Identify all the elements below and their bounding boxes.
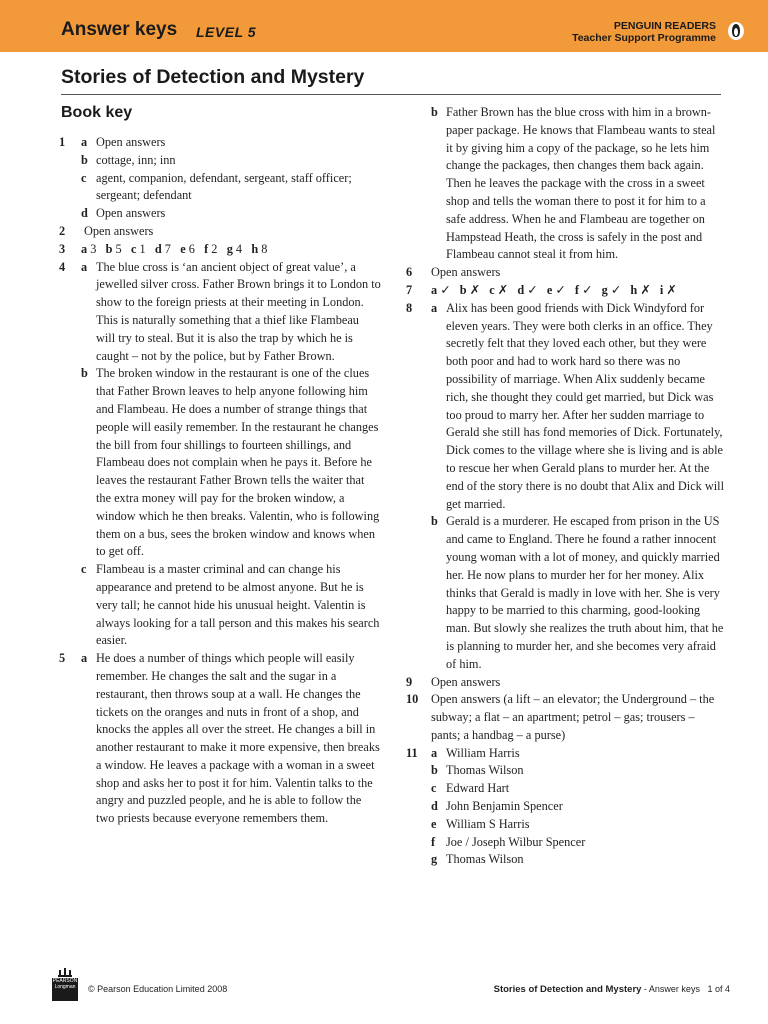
q7-letter-h: h bbox=[630, 282, 638, 297]
q8-a-text: Alix has been good friends with Dick Windyford for eleven years. They were both clerks in an office. They secretly felt that they loved each other, but they were both poor and had to work hard so there was no possibility of marriage. When Alix suddenly became rich, she thought they could get married, but Dick was too proud to marry her. After her sudden marriage to Gerald she still has fond memories of Dick. Fortunately, Dick comes to the village where she is living and is able to rescue her when Gerald plans to murder her. At the end of the story there is no doubt that Alix and Dick will get married. bbox=[446, 300, 725, 511]
q11-b-letter: b bbox=[431, 763, 438, 778]
q8-b-letter: b bbox=[431, 514, 438, 529]
q11-c-letter: c bbox=[431, 781, 437, 796]
footer-suffix: - Answer keys bbox=[641, 984, 700, 994]
q3 bbox=[59, 241, 381, 259]
q11-a-text: William Harris bbox=[446, 745, 520, 760]
q4-b-letter: b bbox=[81, 366, 88, 381]
q1-c-text: agent, companion, defendant, sergeant, staff officer; sergeant; defendant bbox=[96, 170, 352, 203]
title-divider bbox=[61, 94, 721, 95]
q7-letter-c: c bbox=[489, 282, 495, 297]
q1-b-letter: b bbox=[81, 152, 88, 167]
right-column bbox=[406, 104, 724, 869]
q8-number: 8 bbox=[406, 300, 413, 315]
q11-a-letter: a bbox=[431, 745, 438, 760]
q8-a bbox=[406, 300, 724, 514]
q3-letter-h: h bbox=[251, 241, 259, 256]
q8-b bbox=[406, 513, 724, 673]
q1-b-text: cottage, inn; inn bbox=[96, 152, 176, 167]
q11-b bbox=[406, 762, 724, 780]
q7-value-f: ✓ bbox=[579, 282, 593, 297]
pearson-logo-icon bbox=[52, 967, 78, 1001]
q4-number: 4 bbox=[59, 259, 66, 274]
q9-text: Open answers bbox=[431, 674, 501, 689]
q5-number: 5 bbox=[59, 651, 66, 666]
q3-number: 3 bbox=[59, 241, 66, 256]
q3-value-e: 6 bbox=[185, 241, 195, 256]
q11-e-text: William S Harris bbox=[446, 816, 530, 831]
q3-letter-d: d bbox=[154, 241, 162, 256]
q7-value-a: ✓ bbox=[437, 282, 451, 297]
brand-label bbox=[572, 20, 716, 44]
brand-line-1: PENGUIN READERS bbox=[613, 20, 716, 32]
q4b-cont-letter: b bbox=[431, 105, 438, 119]
q7-letter-f: f bbox=[574, 282, 580, 297]
q10-number: 10 bbox=[406, 692, 419, 707]
q4-b bbox=[59, 365, 381, 561]
q1-c-letter: c bbox=[81, 170, 87, 185]
q3-letter-b: b bbox=[105, 241, 113, 256]
q7-letter-e: e bbox=[546, 282, 553, 297]
q7 bbox=[406, 282, 724, 300]
q7-answers bbox=[431, 282, 724, 300]
q11-g-text: Thomas Wilson bbox=[446, 852, 524, 867]
section-title: Book key bbox=[61, 104, 133, 121]
q8-a-letter: a bbox=[431, 300, 438, 315]
q7-value-i: ✗ bbox=[663, 282, 677, 297]
q7-letter-i: i bbox=[659, 282, 664, 297]
q7-letter-g: g bbox=[601, 282, 608, 297]
q3-letter-a: a bbox=[81, 241, 88, 256]
q2 bbox=[59, 223, 381, 241]
q3-letter-f: f bbox=[204, 241, 209, 256]
q9-number: 9 bbox=[406, 674, 413, 689]
q11-c bbox=[406, 780, 724, 798]
q1-d-text: Open answers bbox=[96, 206, 166, 221]
q4-a-letter: a bbox=[81, 259, 88, 274]
q4-a bbox=[59, 259, 381, 366]
pearson-logo-text: PEARSON Longman bbox=[52, 978, 78, 1001]
q1-a-letter: a bbox=[81, 135, 88, 149]
q4-c-text: Flambeau is a master criminal and can change his appearance and pretend to be almost anyone. But he is very tall; he cannot hide his unusual height. Valentin is always looking for a tall person and this makes his search easier. bbox=[96, 562, 380, 648]
q1-b bbox=[59, 152, 381, 170]
q3-letter-e: e bbox=[180, 241, 186, 256]
q5-a bbox=[59, 650, 381, 828]
q1-a bbox=[59, 134, 381, 152]
q7-letter-a: a bbox=[431, 282, 438, 297]
footer-book-title: Stories of Detection and Mystery bbox=[493, 984, 642, 995]
q4b-cont-text: Father Brown has the blue cross with him in a brown-paper package. He knows that Flambeau wants to steal it by giving him a copy of the package, so he lets him change the packages, then changes them back again. Then he leaves the package with the cross in a sweet shop and tells the woman there to post it for him to a safe address. When he and Flambeau are together on Hampstead Heath, the cross is safely in the post and Flambeau cannot steal it from him. bbox=[446, 105, 716, 262]
q8-b-text: Gerald is a murderer. He escaped from prison in the US and came to England. There he found a rather innocent young woman with a lot of money, and quickly married her. He now plans to murder her for her money. Alix thinks that Gerald is madly in love with her. She is very happy to be married to this charming, good-looking man. But slowly she realizes the truth about him, that he is planning to murder her, and she becomes very afraid of him. bbox=[446, 514, 724, 671]
q11-d bbox=[406, 798, 724, 816]
brand-line-2: Teacher Support Programme bbox=[572, 32, 716, 44]
header-title: Answer keys bbox=[61, 19, 178, 40]
q11-number: 11 bbox=[406, 745, 418, 760]
q11-b-text: Thomas Wilson bbox=[446, 763, 524, 778]
book-title: Stories of Detection and Mystery bbox=[61, 66, 365, 88]
q9 bbox=[406, 674, 724, 692]
q11-e-letter: e bbox=[431, 816, 437, 831]
q11-d-text: John Benjamin Spencer bbox=[446, 799, 563, 814]
q1-number: 1 bbox=[59, 135, 66, 149]
footer-right bbox=[494, 984, 730, 995]
q7-value-b: ✗ bbox=[466, 282, 481, 297]
q6-text: Open answers bbox=[431, 265, 501, 280]
page-number: 1 of 4 bbox=[707, 984, 730, 994]
q4-c bbox=[59, 561, 381, 650]
q4-a-text: The blue cross is ‘an ancient object of great value’, a jewelled silver cross. Father Brown brings it to London to show to the foreign priests at their meeting in London. This is naturally something that a thief like Flambeau will try to steal. But it is also the trap by which he is caught – not by the police, but by Father Brown. bbox=[96, 259, 381, 363]
q7-letter-b: b bbox=[459, 282, 467, 297]
q3-value-c: 1 bbox=[136, 241, 146, 256]
q4-b-continued bbox=[406, 104, 724, 264]
q3-value-h: 8 bbox=[258, 241, 268, 256]
q2-text: Open answers bbox=[84, 223, 154, 238]
q6-number: 6 bbox=[406, 265, 413, 280]
q5-a-text: He does a number of things which people will easily remember. He changes the salt and the sugar in a restaurant, then throws soup at a wall. He changes the tickets on the oranges and nuts in front of a shop, and knocks the apples all over the street. He changes a bill in another restaurant to make it more expensive, then breaks a window. He leaves a package with a woman in a sweet shop and asks her to post it for him. Valentin talks to the angry and puzzled people, and he is able to follow the two priests because everyone remembers them. bbox=[96, 651, 380, 826]
q11-g bbox=[406, 851, 724, 869]
q7-value-e: ✓ bbox=[552, 282, 566, 297]
q1-c bbox=[59, 170, 381, 206]
q3-value-d: 7 bbox=[161, 241, 171, 256]
q3-letter-g: g bbox=[226, 241, 233, 256]
q11-f-letter: f bbox=[431, 834, 436, 849]
q7-value-h: ✗ bbox=[637, 282, 651, 297]
pearson-emblem-icon bbox=[58, 967, 72, 977]
q5-a-letter: a bbox=[81, 651, 88, 666]
q11-g-letter: g bbox=[431, 852, 438, 867]
left-column bbox=[59, 134, 381, 828]
q4-b-text: The broken window in the restaurant is one of the clues that Father Brown leaves to help anyone following him and Flambeau. He does a number of strange things that people will easily remember. In the restaurant he changes the bill from four shillings to fourteen shillings, and Flambeau does not complain when he pays it. Before he leaves the restaurant Father Brown tells the waiter that the extra money will pay for the broken window, a window which he then breaks. Valentin, who is following them on a bus, sees the broken window and knows when to get off. bbox=[96, 366, 380, 559]
q6 bbox=[406, 264, 724, 282]
header-bar bbox=[0, 0, 768, 52]
q3-value-a: 3 bbox=[87, 241, 97, 256]
q7-letter-d: d bbox=[517, 282, 525, 297]
q1-d-letter: d bbox=[81, 206, 88, 221]
q3-answers bbox=[81, 241, 381, 259]
q11-d-letter: d bbox=[431, 799, 438, 814]
header-level: LEVEL 5 bbox=[196, 24, 257, 40]
q1-a-text: Open answers bbox=[96, 135, 166, 149]
q10 bbox=[406, 691, 724, 744]
penguin-logo-icon bbox=[728, 22, 744, 40]
q4-c-letter: c bbox=[81, 562, 87, 577]
q11-a bbox=[406, 745, 724, 763]
q7-value-g: ✓ bbox=[607, 282, 622, 297]
copyright: © Pearson Education Limited 2008 bbox=[88, 984, 228, 994]
q7-value-d: ✓ bbox=[524, 282, 538, 297]
q11-f bbox=[406, 834, 724, 852]
q11-c-text: Edward Hart bbox=[446, 781, 510, 796]
q3-letter-c: c bbox=[130, 241, 137, 256]
q7-value-c: ✗ bbox=[494, 282, 509, 297]
q3-value-f: 2 bbox=[208, 241, 218, 256]
q2-number: 2 bbox=[59, 223, 66, 238]
q1-d bbox=[59, 205, 381, 223]
q11-e bbox=[406, 816, 724, 834]
q7-number: 7 bbox=[406, 282, 413, 297]
q10-text: Open answers (a lift – an elevator; the Underground – the subway; a flat – an apartment; petrol – gas; trousers – pants; a handbag – a purse) bbox=[431, 692, 715, 742]
q3-value-g: 4 bbox=[232, 241, 243, 256]
q3-value-b: 5 bbox=[112, 241, 122, 256]
q11-f-text: Joe / Joseph Wilbur Spencer bbox=[446, 834, 586, 849]
